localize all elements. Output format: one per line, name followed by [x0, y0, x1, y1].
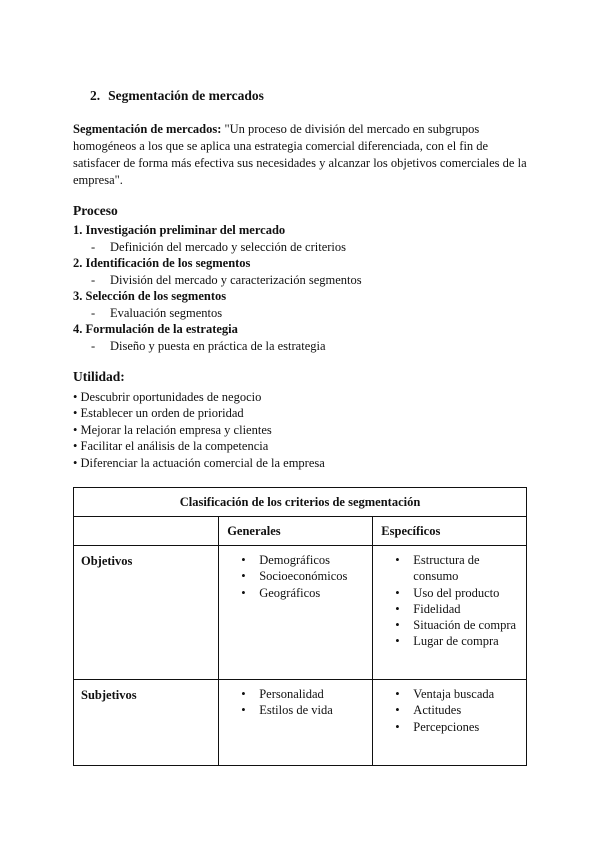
- criteria-table: [73, 487, 527, 766]
- row-label-objetivos: Objetivos: [74, 546, 219, 680]
- table-row: [74, 680, 527, 766]
- list-item: • Lugar de compra: [413, 633, 526, 649]
- dash-marker: -: [91, 272, 96, 287]
- list-item: • Actitudes: [413, 702, 526, 718]
- step-detail-text: División del mercado y caracterización segmentos: [110, 272, 362, 287]
- list-item: • Personalidad: [259, 686, 372, 702]
- section-title: Segmentación de mercados: [108, 88, 264, 103]
- step-detail: [73, 272, 533, 289]
- step-detail-text: Evaluación segmentos: [110, 305, 223, 320]
- step-detail-text: Definición del mercado y selección de criterios: [110, 239, 347, 254]
- row-label-subjetivos: Subjetivos: [74, 680, 219, 766]
- cell-generales: [219, 680, 373, 766]
- utilidad-heading: Utilidad:: [73, 369, 125, 384]
- definition-term: Segmentación de mercados:: [73, 122, 222, 136]
- cell-generales: [219, 546, 373, 680]
- list-item: • Diferenciar la actuación comercial de la empresa: [73, 455, 325, 470]
- dash-marker: -: [91, 239, 96, 254]
- list-item: • Facilitar el análisis de la competencia: [73, 439, 269, 454]
- list-item: • Descubrir oportunidades de negocio: [73, 390, 262, 404]
- dash-marker: -: [91, 305, 96, 320]
- cell-especificos: [373, 546, 527, 680]
- list-item: • Fidelidad: [413, 601, 526, 617]
- list-item: • Socioeconómicos: [259, 568, 372, 584]
- table-row: [74, 546, 527, 680]
- dash-marker: -: [91, 338, 96, 353]
- proceso-steps: [73, 222, 533, 354]
- list-item: • Uso del producto: [413, 585, 526, 601]
- step-detail: [73, 338, 533, 355]
- proceso-heading: Proceso: [73, 203, 118, 218]
- step-detail: [73, 239, 533, 256]
- list-item: • Estructura de consumo: [413, 552, 526, 585]
- list-item: • Geográficos: [259, 585, 372, 601]
- table-caption: Clasificación de los criterios de segmentación: [74, 488, 527, 517]
- table-header-empty: [74, 517, 219, 546]
- utilidad-list: [73, 389, 533, 471]
- section-heading: [90, 88, 264, 104]
- table-header-generales: Generales: [219, 517, 373, 546]
- step-title: 1. Investigación preliminar del mercado: [73, 223, 286, 237]
- list-item: • Percepciones: [413, 719, 526, 735]
- step-detail-text: Diseño y puesta en práctica de la estrategia: [110, 338, 326, 353]
- cell-especificos: [373, 680, 527, 766]
- list-item: • Situación de compra: [413, 617, 526, 633]
- step-detail: [73, 305, 533, 322]
- step-title: 3. Selección de los segmentos: [73, 289, 227, 303]
- list-item: • Ventaja buscada: [413, 686, 526, 702]
- definition-paragraph: [73, 121, 533, 189]
- step-title: 4. Formulación de la estrategia: [73, 322, 238, 336]
- table-header-especificos: Específicos: [373, 517, 527, 546]
- list-item: • Demográficos: [259, 552, 372, 568]
- step-title: 2. Identificación de los segmentos: [73, 256, 251, 270]
- list-item: • Mejorar la relación empresa y clientes: [73, 422, 272, 437]
- section-number: 2.: [90, 88, 101, 103]
- definition-text: "Un proceso de división del mercado en subgrupos homogéneos a los que se aplica una estrategia comercial diferenciada, con el fin de satisfacer de forma más efectiva sus necesidades y alcanzar los objetivos comerciales de la empresa".: [73, 122, 527, 187]
- list-item: • Establecer un orden de prioridad: [73, 406, 244, 421]
- list-item: • Estilos de vida: [259, 702, 372, 718]
